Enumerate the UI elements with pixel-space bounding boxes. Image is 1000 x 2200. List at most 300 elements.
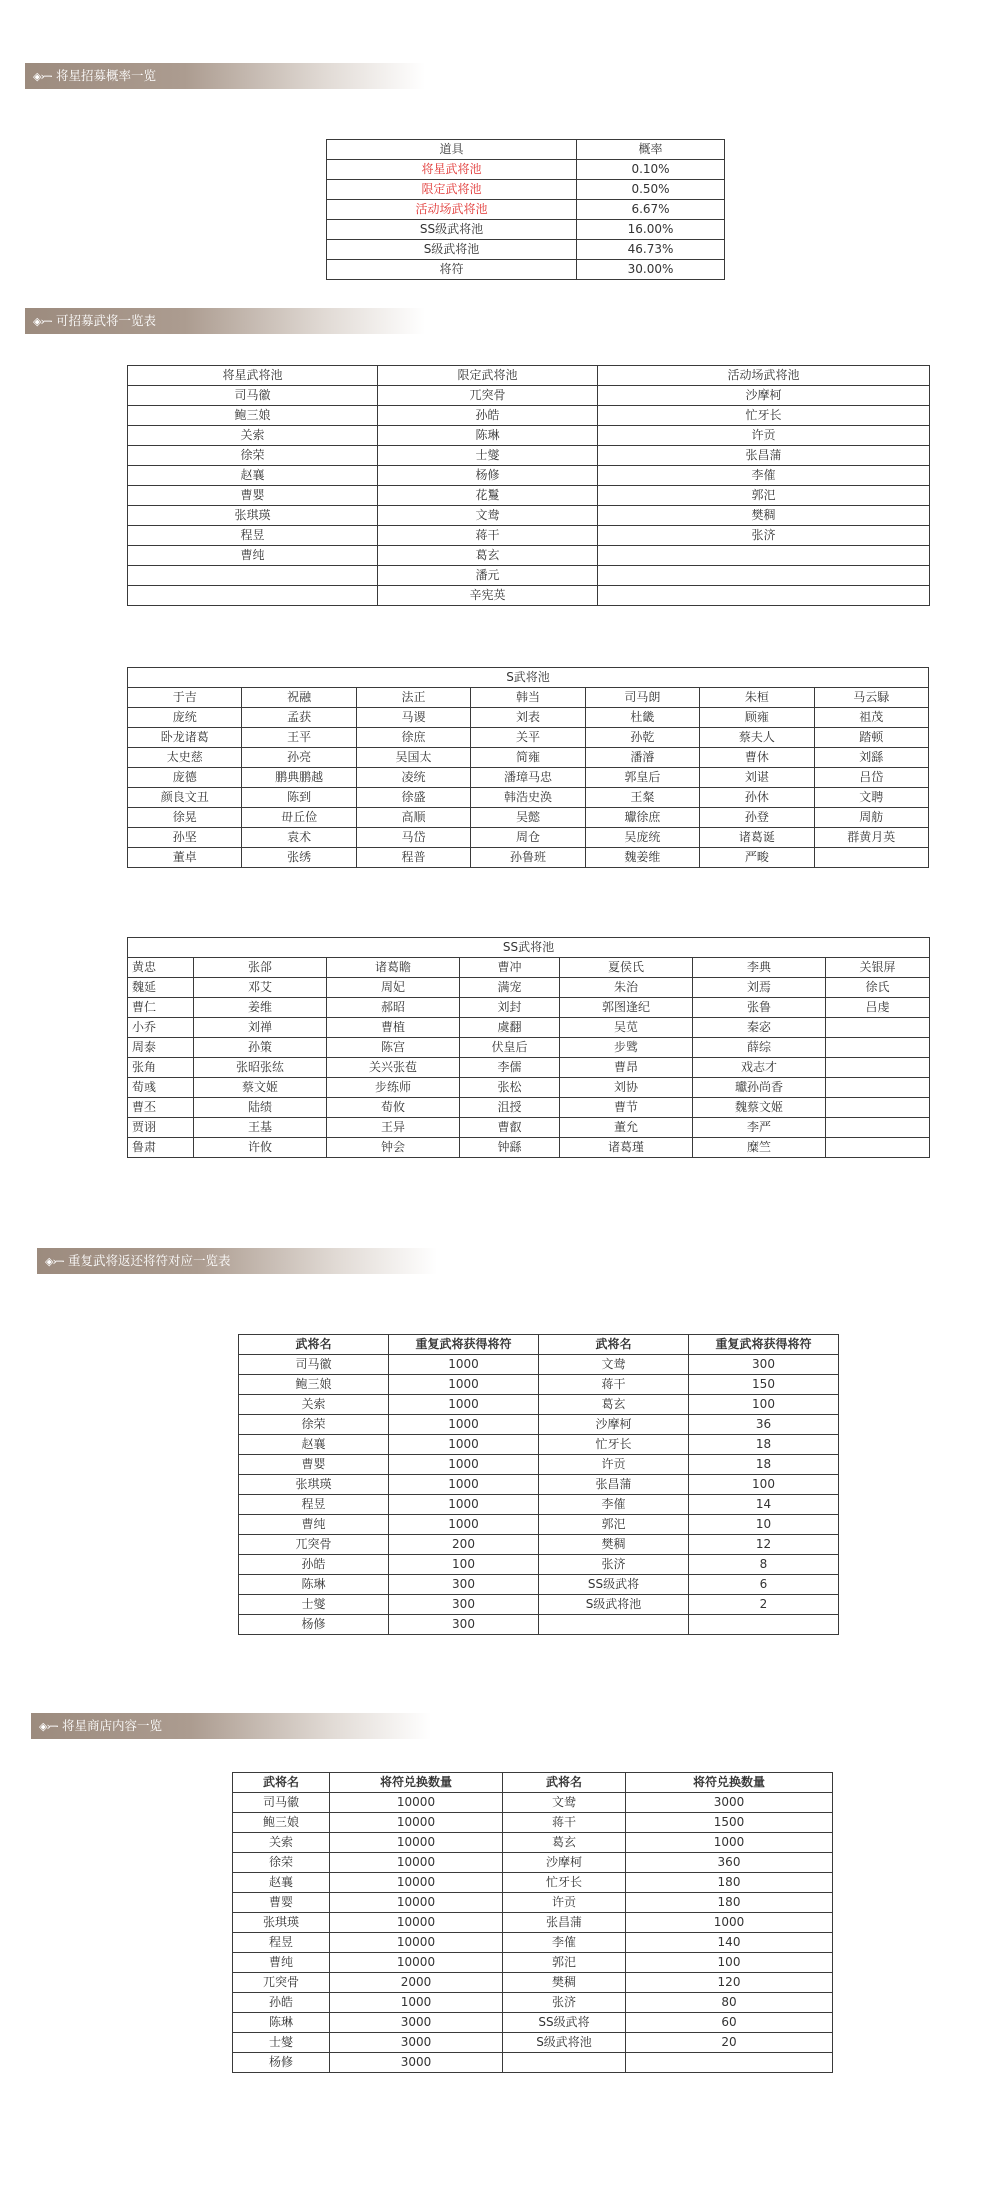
general-name: 荀攸 bbox=[327, 1098, 460, 1118]
general-name: 鲁肃 bbox=[128, 1138, 194, 1158]
general-name: 孙亮 bbox=[242, 748, 356, 768]
table-cell: 12 bbox=[689, 1535, 839, 1555]
table-row bbox=[233, 1813, 833, 1833]
table-row bbox=[239, 1535, 839, 1555]
general-name: 瓛徐庶 bbox=[585, 808, 699, 828]
ss-pool-title: SS武将池 bbox=[128, 938, 930, 958]
general-name bbox=[826, 1118, 930, 1138]
general-name bbox=[826, 1038, 930, 1058]
general-name: 法正 bbox=[356, 688, 470, 708]
general-name: 贾诩 bbox=[128, 1118, 194, 1138]
general-name: 诸葛诞 bbox=[700, 828, 814, 848]
table-cell: 3000 bbox=[330, 2013, 503, 2033]
table-cell: 1000 bbox=[330, 1993, 503, 2013]
general-name: 杨修 bbox=[378, 466, 598, 486]
general-name bbox=[826, 1058, 930, 1078]
general-name: 司马徽 bbox=[128, 386, 378, 406]
table-row bbox=[327, 240, 725, 260]
general-name: 刘繇 bbox=[814, 748, 928, 768]
general-name: 太史慈 bbox=[128, 748, 242, 768]
table-cell: 10000 bbox=[330, 1833, 503, 1853]
table-cell: 180 bbox=[626, 1873, 833, 1893]
column-header: 重复武将获得将符 bbox=[389, 1335, 539, 1355]
general-name: 曹纯 bbox=[128, 546, 378, 566]
general-name: 李典 bbox=[693, 958, 826, 978]
table-cell: 许贡 bbox=[539, 1455, 689, 1475]
general-name: 忙牙长 bbox=[598, 406, 930, 426]
general-name: 魏姜维 bbox=[585, 848, 699, 868]
table-row bbox=[327, 160, 725, 180]
table-cell: 郭汜 bbox=[539, 1515, 689, 1535]
table-cell: 樊稠 bbox=[503, 1973, 626, 1993]
table-row bbox=[128, 768, 929, 788]
general-name: 辛宪英 bbox=[378, 586, 598, 606]
table-cell: 300 bbox=[389, 1575, 539, 1595]
general-name: 顾雍 bbox=[700, 708, 814, 728]
general-name: 刘表 bbox=[471, 708, 585, 728]
general-name bbox=[826, 1138, 930, 1158]
general-name: 郭汜 bbox=[598, 486, 930, 506]
pool-rate: 0.50% bbox=[577, 180, 725, 200]
section-title: 将星商店内容一览 bbox=[61, 1718, 162, 1733]
general-name: 诸葛瞻 bbox=[327, 958, 460, 978]
general-name: 曹冲 bbox=[460, 958, 560, 978]
table-row bbox=[128, 688, 929, 708]
table-cell: 360 bbox=[626, 1853, 833, 1873]
table-row bbox=[239, 1475, 839, 1495]
table-cell: 300 bbox=[389, 1595, 539, 1615]
general-name: 张郃 bbox=[194, 958, 327, 978]
table-cell: 张济 bbox=[503, 1993, 626, 2013]
table-cell: 150 bbox=[689, 1375, 839, 1395]
table-row bbox=[128, 486, 930, 506]
column-header: 武将名 bbox=[503, 1773, 626, 1793]
table-cell: 10000 bbox=[330, 1953, 503, 1973]
diamond-arrow-icon: ◈›─· bbox=[33, 70, 52, 83]
table-cell: 180 bbox=[626, 1893, 833, 1913]
table-cell: 10 bbox=[689, 1515, 839, 1535]
general-name: 薛综 bbox=[693, 1038, 826, 1058]
general-name: 陈宫 bbox=[327, 1038, 460, 1058]
general-name: 孟获 bbox=[242, 708, 356, 728]
general-name: 刘禅 bbox=[194, 1018, 327, 1038]
general-name bbox=[598, 566, 930, 586]
general-name: 张鲁 bbox=[693, 998, 826, 1018]
general-name: 陆绩 bbox=[194, 1098, 327, 1118]
general-name: 步骘 bbox=[560, 1038, 693, 1058]
table-cell: 36 bbox=[689, 1415, 839, 1435]
general-name: 曹昂 bbox=[560, 1058, 693, 1078]
table-row bbox=[128, 808, 929, 828]
general-name: 文鸯 bbox=[378, 506, 598, 526]
general-name: 戏志才 bbox=[693, 1058, 826, 1078]
general-name: 司马朗 bbox=[585, 688, 699, 708]
diamond-arrow-icon: ◈›─· bbox=[45, 1255, 64, 1268]
section-header-shop bbox=[31, 1713, 431, 1739]
general-name: 虞翻 bbox=[460, 1018, 560, 1038]
general-name: 荀彧 bbox=[128, 1078, 194, 1098]
table-cell: 陈琳 bbox=[233, 2013, 330, 2033]
table-cell bbox=[689, 1615, 839, 1635]
general-name: 曹仁 bbox=[128, 998, 194, 1018]
general-name: 徐氏 bbox=[826, 978, 930, 998]
table-cell: 100 bbox=[689, 1475, 839, 1495]
general-name: 孙鲁班 bbox=[471, 848, 585, 868]
table-cell: 许贡 bbox=[503, 1893, 626, 1913]
table-cell: 300 bbox=[689, 1355, 839, 1375]
general-name: 瓛孙尚香 bbox=[693, 1078, 826, 1098]
table-cell: 徐荣 bbox=[233, 1853, 330, 1873]
general-name: 刘封 bbox=[460, 998, 560, 1018]
pool-name: 将符 bbox=[327, 260, 577, 280]
table-cell: 杨修 bbox=[239, 1615, 389, 1635]
table-cell: 孙皓 bbox=[233, 1993, 330, 2013]
table-row bbox=[327, 180, 725, 200]
general-name: 王平 bbox=[242, 728, 356, 748]
pool-rate: 30.00% bbox=[577, 260, 725, 280]
general-name: 孙策 bbox=[194, 1038, 327, 1058]
table-row bbox=[128, 828, 929, 848]
general-name bbox=[814, 848, 928, 868]
table-row bbox=[128, 788, 929, 808]
general-name: 祝融 bbox=[242, 688, 356, 708]
general-name: 袁术 bbox=[242, 828, 356, 848]
table-row bbox=[128, 446, 930, 466]
general-name: 孙乾 bbox=[585, 728, 699, 748]
general-name: 群黄月英 bbox=[814, 828, 928, 848]
table-cell: 李傕 bbox=[539, 1495, 689, 1515]
table-row bbox=[239, 1575, 839, 1595]
general-name: 曹植 bbox=[327, 1018, 460, 1038]
table-cell: 3000 bbox=[330, 2033, 503, 2053]
general-name: 马谡 bbox=[356, 708, 470, 728]
table-row bbox=[239, 1375, 839, 1395]
table-cell: 忙牙长 bbox=[503, 1873, 626, 1893]
table-cell: 曹纯 bbox=[239, 1515, 389, 1535]
general-name: 吴国太 bbox=[356, 748, 470, 768]
general-name: 关兴张苞 bbox=[327, 1058, 460, 1078]
general-name: 吕虔 bbox=[826, 998, 930, 1018]
table-cell: 1000 bbox=[389, 1475, 539, 1495]
table-cell: 10000 bbox=[330, 1793, 503, 1813]
table-cell: 3000 bbox=[330, 2053, 503, 2073]
table-row bbox=[128, 748, 929, 768]
table-row bbox=[128, 506, 930, 526]
table-cell: 沙摩柯 bbox=[539, 1415, 689, 1435]
general-name: 蒋干 bbox=[378, 526, 598, 546]
general-name: 高顺 bbox=[356, 808, 470, 828]
general-name: 郭图逢纪 bbox=[560, 998, 693, 1018]
general-name: 孙坚 bbox=[128, 828, 242, 848]
table-cell: S级武将池 bbox=[503, 2033, 626, 2053]
table-row bbox=[327, 220, 725, 240]
general-name: 步练师 bbox=[327, 1078, 460, 1098]
header-row bbox=[239, 1335, 839, 1355]
general-name: 朱治 bbox=[560, 978, 693, 998]
table-row bbox=[239, 1495, 839, 1515]
general-name: 凌统 bbox=[356, 768, 470, 788]
general-name: 许贡 bbox=[598, 426, 930, 446]
table-row bbox=[128, 1058, 930, 1078]
general-name: 吕岱 bbox=[814, 768, 928, 788]
general-name bbox=[826, 1098, 930, 1118]
general-name: 朱桓 bbox=[700, 688, 814, 708]
table-cell: 6 bbox=[689, 1575, 839, 1595]
pool-name: 活动场武将池 bbox=[327, 200, 577, 220]
general-name: 徐庶 bbox=[356, 728, 470, 748]
header-row bbox=[233, 1773, 833, 1793]
general-name: 庞德 bbox=[128, 768, 242, 788]
general-name: 孙休 bbox=[700, 788, 814, 808]
general-name: 董允 bbox=[560, 1118, 693, 1138]
table-row bbox=[233, 1793, 833, 1813]
table-cell: 100 bbox=[626, 1953, 833, 1973]
general-name: 魏延 bbox=[128, 978, 194, 998]
table-cell: 鲍三娘 bbox=[233, 1813, 330, 1833]
general-name: 王异 bbox=[327, 1118, 460, 1138]
table-cell: 8 bbox=[689, 1555, 839, 1575]
general-name: 钟繇 bbox=[460, 1138, 560, 1158]
table-cell: 曹纯 bbox=[233, 1953, 330, 1973]
table-row bbox=[128, 728, 929, 748]
table-cell: 张昌蒲 bbox=[503, 1913, 626, 1933]
header-row bbox=[327, 140, 725, 160]
general-name: 潘璋马忠 bbox=[471, 768, 585, 788]
table-cell: 蒋干 bbox=[539, 1375, 689, 1395]
table-cell: 蒋干 bbox=[503, 1813, 626, 1833]
general-name: 糜竺 bbox=[693, 1138, 826, 1158]
general-name: 颜良文丑 bbox=[128, 788, 242, 808]
general-name: 满宠 bbox=[460, 978, 560, 998]
general-name: 沮授 bbox=[460, 1098, 560, 1118]
general-name: 鲍三娘 bbox=[128, 406, 378, 426]
general-name: 孙登 bbox=[700, 808, 814, 828]
general-name: 张琪瑛 bbox=[128, 506, 378, 526]
section-header-refund bbox=[37, 1248, 437, 1274]
general-name: 曹节 bbox=[560, 1098, 693, 1118]
table-cell: 兀突骨 bbox=[239, 1535, 389, 1555]
general-name: 韩浩史涣 bbox=[471, 788, 585, 808]
general-name: 毌丘俭 bbox=[242, 808, 356, 828]
table-cell: 张琪瑛 bbox=[233, 1913, 330, 1933]
general-name: 董卓 bbox=[128, 848, 242, 868]
table-row bbox=[239, 1515, 839, 1535]
general-name: 潘濬 bbox=[585, 748, 699, 768]
table-cell: 10000 bbox=[330, 1913, 503, 1933]
general-name: 张松 bbox=[460, 1078, 560, 1098]
general-name: 曹丕 bbox=[128, 1098, 194, 1118]
general-name: 卧龙诸葛 bbox=[128, 728, 242, 748]
table-row bbox=[128, 526, 930, 546]
table-row bbox=[128, 426, 930, 446]
general-name: 刘协 bbox=[560, 1078, 693, 1098]
table-row bbox=[128, 1098, 930, 1118]
general-name: 花鬘 bbox=[378, 486, 598, 506]
general-name: 小乔 bbox=[128, 1018, 194, 1038]
general-name: 张昭张纮 bbox=[194, 1058, 327, 1078]
general-name: 曹叡 bbox=[460, 1118, 560, 1138]
table-cell: 10000 bbox=[330, 1933, 503, 1953]
table-row bbox=[239, 1555, 839, 1575]
general-name: 文聘 bbox=[814, 788, 928, 808]
header-row bbox=[128, 366, 930, 386]
table-row bbox=[128, 1038, 930, 1058]
general-name: 许攸 bbox=[194, 1138, 327, 1158]
probability-table bbox=[326, 139, 725, 280]
table-cell: SS级武将 bbox=[539, 1575, 689, 1595]
table-cell: 曹婴 bbox=[233, 1893, 330, 1913]
pool-name: S级武将池 bbox=[327, 240, 577, 260]
general-name: 关索 bbox=[128, 426, 378, 446]
general-name: 钟会 bbox=[327, 1138, 460, 1158]
table-cell: 18 bbox=[689, 1455, 839, 1475]
table-cell: 文鸯 bbox=[503, 1793, 626, 1813]
table-row bbox=[128, 546, 930, 566]
table-cell: 100 bbox=[389, 1555, 539, 1575]
general-name: 邓艾 bbox=[194, 978, 327, 998]
general-name: 魏蔡文姬 bbox=[693, 1098, 826, 1118]
table-row bbox=[233, 2033, 833, 2053]
general-name bbox=[826, 1078, 930, 1098]
table-cell: 葛玄 bbox=[503, 1833, 626, 1853]
table-row bbox=[233, 1973, 833, 1993]
general-name: 严畯 bbox=[700, 848, 814, 868]
shop-table bbox=[232, 1772, 833, 2073]
general-name: 郭皇后 bbox=[585, 768, 699, 788]
table-row bbox=[239, 1615, 839, 1635]
general-name: 吴庞统 bbox=[585, 828, 699, 848]
general-name: 关银屏 bbox=[826, 958, 930, 978]
table-cell: 兀突骨 bbox=[233, 1973, 330, 1993]
general-name: 黄忠 bbox=[128, 958, 194, 978]
table-cell: 120 bbox=[626, 1973, 833, 1993]
table-row bbox=[233, 1953, 833, 1973]
table-cell: 200 bbox=[389, 1535, 539, 1555]
table-cell: 1000 bbox=[389, 1515, 539, 1535]
general-name: 关平 bbox=[471, 728, 585, 748]
table-cell: 18 bbox=[689, 1435, 839, 1455]
table-cell: 1000 bbox=[389, 1495, 539, 1515]
table-cell: 140 bbox=[626, 1933, 833, 1953]
section-title: 将星招募概率一览 bbox=[55, 68, 156, 83]
table-row bbox=[327, 260, 725, 280]
column-header: 道具 bbox=[327, 140, 577, 160]
table-cell: 孙皓 bbox=[239, 1555, 389, 1575]
table-cell bbox=[539, 1615, 689, 1635]
general-name: 杜畿 bbox=[585, 708, 699, 728]
general-name: 程昱 bbox=[128, 526, 378, 546]
table-row bbox=[233, 1993, 833, 2013]
general-name: 鹏典鹏越 bbox=[242, 768, 356, 788]
table-cell: 20 bbox=[626, 2033, 833, 2053]
table-cell: 1000 bbox=[389, 1415, 539, 1435]
general-name: 张济 bbox=[598, 526, 930, 546]
general-name: 士燮 bbox=[378, 446, 598, 466]
table-row bbox=[128, 1078, 930, 1098]
column-header: 重复武将获得将符 bbox=[689, 1335, 839, 1355]
table-cell: 文鸯 bbox=[539, 1355, 689, 1375]
table-cell: 10000 bbox=[330, 1813, 503, 1833]
table-row bbox=[128, 708, 929, 728]
general-name: 祖茂 bbox=[814, 708, 928, 728]
general-name: 伏皇后 bbox=[460, 1038, 560, 1058]
general-name: 徐晃 bbox=[128, 808, 242, 828]
general-name bbox=[826, 1018, 930, 1038]
column-header: 将星武将池 bbox=[128, 366, 378, 386]
general-name: 简雍 bbox=[471, 748, 585, 768]
general-name: 张昌蒲 bbox=[598, 446, 930, 466]
table-row bbox=[233, 2053, 833, 2073]
table-cell: 10000 bbox=[330, 1873, 503, 1893]
table-row bbox=[233, 1873, 833, 1893]
table-cell: 60 bbox=[626, 2013, 833, 2033]
table-cell: 1000 bbox=[389, 1395, 539, 1415]
table-cell: S级武将池 bbox=[539, 1595, 689, 1615]
pools-table bbox=[127, 365, 930, 606]
table-cell: 樊稠 bbox=[539, 1535, 689, 1555]
general-name bbox=[598, 586, 930, 606]
general-name: 曹婴 bbox=[128, 486, 378, 506]
table-cell: 张琪瑛 bbox=[239, 1475, 389, 1495]
general-name: 潘元 bbox=[378, 566, 598, 586]
general-name: 曹休 bbox=[700, 748, 814, 768]
diamond-arrow-icon: ◈›─· bbox=[33, 315, 52, 328]
pool-rate: 46.73% bbox=[577, 240, 725, 260]
section-title: 可招募武将一览表 bbox=[55, 313, 156, 328]
table-row bbox=[128, 566, 930, 586]
table-row bbox=[128, 586, 930, 606]
column-header: 概率 bbox=[577, 140, 725, 160]
table-cell: SS级武将 bbox=[503, 2013, 626, 2033]
refund-table bbox=[238, 1334, 839, 1635]
table-row bbox=[233, 1893, 833, 1913]
general-name: 周舫 bbox=[814, 808, 928, 828]
table-row bbox=[239, 1455, 839, 1475]
general-name: 于吉 bbox=[128, 688, 242, 708]
pool-name: 限定武将池 bbox=[327, 180, 577, 200]
table-cell: 司马徽 bbox=[233, 1793, 330, 1813]
table-row bbox=[128, 998, 930, 1018]
table-row bbox=[128, 978, 930, 998]
table-cell: 2 bbox=[689, 1595, 839, 1615]
general-name: 王基 bbox=[194, 1118, 327, 1138]
table-cell: 郭汜 bbox=[503, 1953, 626, 1973]
table-cell: 忙牙长 bbox=[539, 1435, 689, 1455]
column-header: 将符兑换数量 bbox=[330, 1773, 503, 1793]
ss-pool-table bbox=[127, 937, 930, 1158]
table-cell bbox=[503, 2053, 626, 2073]
table-cell: 100 bbox=[689, 1395, 839, 1415]
pool-rate: 6.67% bbox=[577, 200, 725, 220]
table-cell: 程昱 bbox=[239, 1495, 389, 1515]
table-row bbox=[239, 1355, 839, 1375]
table-cell: 1000 bbox=[389, 1435, 539, 1455]
column-header: 限定武将池 bbox=[378, 366, 598, 386]
table-row bbox=[128, 1018, 930, 1038]
general-name: 樊稠 bbox=[598, 506, 930, 526]
table-cell: 14 bbox=[689, 1495, 839, 1515]
general-name: 刘谌 bbox=[700, 768, 814, 788]
table-cell: 关索 bbox=[233, 1833, 330, 1853]
table-cell: 关索 bbox=[239, 1395, 389, 1415]
table-cell: 2000 bbox=[330, 1973, 503, 1993]
section-header-probability bbox=[25, 63, 425, 89]
table-cell: 鲍三娘 bbox=[239, 1375, 389, 1395]
table-row bbox=[128, 848, 929, 868]
table-row bbox=[128, 386, 930, 406]
pool-rate: 0.10% bbox=[577, 160, 725, 180]
table-cell: 赵襄 bbox=[239, 1435, 389, 1455]
